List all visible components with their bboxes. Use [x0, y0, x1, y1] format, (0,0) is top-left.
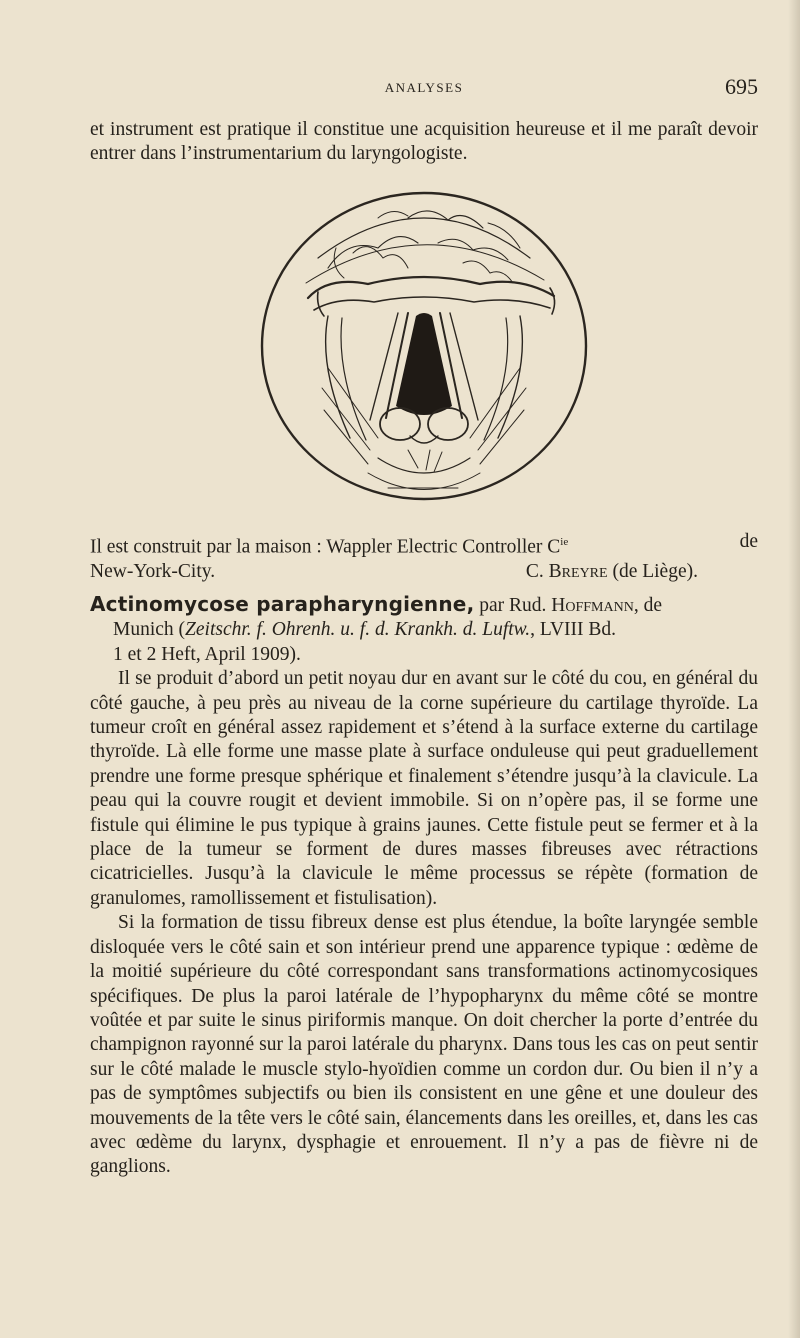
review-author-place: (de Liège). [607, 560, 698, 582]
caption-line-2 [90, 560, 758, 584]
running-title: ANALYSES [384, 80, 464, 95]
review-author: C. Breyre [525, 560, 608, 582]
caption-line-1 [90, 530, 758, 560]
page-number: 695 [725, 74, 758, 99]
laryngoscopic-view-icon [258, 188, 590, 508]
article-reference-issue: 1 et 2 Heft, April 1909). [113, 643, 301, 665]
caption-text [90, 530, 568, 560]
intro-paragraph: et instrument est pratique il constitue une acquisition heureuse et il me paraît devoir entrer dans l’instrumentarium du laryngologiste. [90, 119, 758, 165]
caption-city: New-York-City. [90, 560, 216, 582]
caption-superscript: ie [560, 536, 569, 548]
article-title: Actinomycose parapharyngienne, [90, 592, 475, 616]
byline-post: , de [633, 595, 662, 616]
caption-de: de [739, 531, 758, 552]
article-author: Hoffmann [551, 595, 634, 616]
article-reference [90, 618, 758, 642]
running-head [90, 74, 758, 100]
article-heading [90, 592, 758, 618]
article-paragraph-1: Il se produit d’abord un petit noyau dur en avant sur le côté du cou, en général du côté gauche, à peu près au niveau de la corne supérieure du cartilage thyroïde. La tumeur croît en général assez rapidement et s’étend à la surface externe du cartilage thyroïde. Là elle forme une masse plate à surface onduleuse qui peut graduellement prendre une forme presque sphérique et finalement s’étendre jusqu’à la clavicule. La peau qui la couvre rougit et devient immobile. Si on n’opère pas, il se forme une fistule qui élimine le pus typique à grains jaunes. Cette fistule peut se fermer et à la place de la tumeur se forment de dures masses fibreuses avec rétractions cicatricielles. Jusqu’à la clavicule le même processus se répète (formation de granulomes, ramollissement et fistulisation). [90, 668, 758, 909]
page-edge-shadow [788, 0, 800, 1338]
byline-pre: par Rud. [474, 595, 552, 616]
caption-signature [526, 560, 698, 584]
ref-volume: , LVIII Bd. [530, 619, 617, 641]
ref-journal: Zeitschr. f. Ohrenh. u. f. d. Krankh. d. Luftw. [185, 619, 531, 641]
figure-caption [90, 530, 758, 584]
caption-manufacturer: Il est construit par la maison : Wappler Electric Controller C [90, 536, 561, 558]
larynx-figure [258, 188, 590, 508]
ref-city: Munich ( [113, 619, 186, 641]
article-paragraph-2: Si la formation de tissu fibreux dense est plus étendue, la boîte laryngée semble disloquée vers le côté sain et son intérieur prend une apparence typique : œdème de la moitié supérieure du côté correspondant sans transformations actinomycosiques spécifiques. De plus la paroi latérale de l’hypopharynx du même côté se montre voûtée et par suite le sinus piriformis manque. On doit chercher la porte d’entrée du champignon rayonné sur la paroi latérale du pharynx. Dans tous les cas on peut sentir sur le côté malade le muscle stylo-hyoïdien comme un cordon dur. Ou bien il n’y a pas de symptômes subjectifs ou bien ils consistent en une gêne et une douleur des mouvements de la tête vers le côté sain, élancements dans les oreilles, et, dans les cas avec œdème du larynx, dysphagie et enrouement. Il n’y a pas de fièvre ni de ganglions. [90, 912, 758, 1178]
article [90, 592, 758, 1180]
